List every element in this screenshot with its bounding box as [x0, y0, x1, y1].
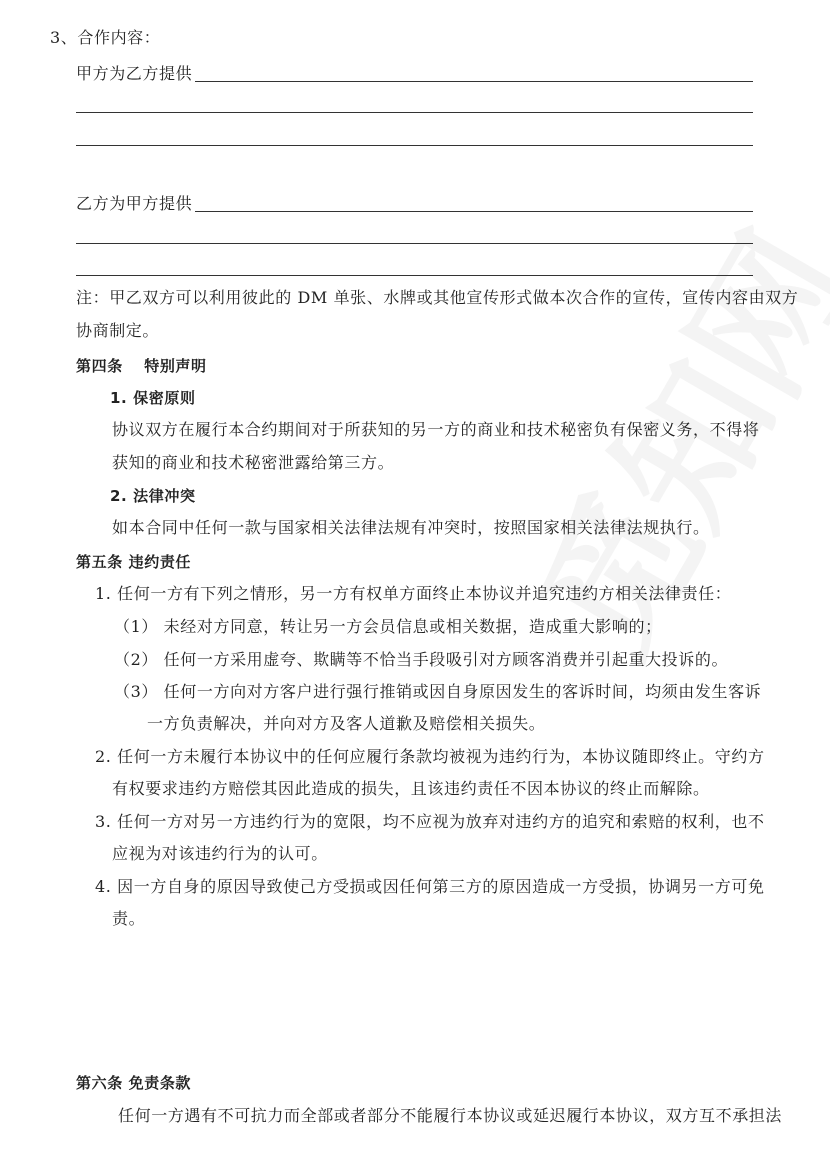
- paragraph: 协议双方在履行本合约期间对于所获知的另一方的商业和技术秘密负有保密义务，不得将: [112, 420, 760, 439]
- paragraph: 如本合同中任何一款与国家相关法律法规有冲突时，按照国家相关法律法规执行。: [112, 518, 710, 537]
- note: 协商制定。: [76, 321, 160, 340]
- fill-line[interactable]: [76, 112, 753, 113]
- list-item: 2. 任何一方未履行本协议中的任何应履行条款均被视为违约行为，本协议随即终止。守约方: [95, 747, 765, 766]
- list-item: 1. 任何一方有下列之情形，另一方有权单方面终止本协议并追究违约方相关法律责任：: [95, 584, 732, 603]
- article-heading: 第四条 特别声明: [76, 357, 207, 375]
- sub-item: （2） 任何一方采用虚夸、欺瞒等不恰当手段吸引对方顾客消费并引起重大投诉的。: [114, 650, 729, 669]
- list-item: 3. 任何一方对另一方违约行为的宽限，均不应视为放弃对违约方的追究和索赔的权利，也不: [95, 812, 765, 831]
- fill-line[interactable]: [76, 145, 753, 146]
- fill-line[interactable]: [76, 275, 753, 276]
- fill-line[interactable]: [195, 211, 753, 212]
- item-heading: 1. 保密原则: [110, 389, 196, 407]
- list-item: 应视为对该违约行为的认可。: [112, 844, 328, 863]
- list-item: 有权要求违约方赔偿其因此造成的损失，且该违约责任不因本协议的终止而解除。: [112, 779, 710, 798]
- item-heading: 2. 法律冲突: [110, 487, 196, 505]
- sub-item: （1） 未经对方同意，转让另一方会员信息或相关数据，造成重大影响的；: [114, 617, 662, 636]
- sub-item: 一方负责解决，并向对方及客人道歉及赔偿相关损失。: [147, 714, 546, 733]
- article-heading: 第六条 免责条款: [76, 1074, 192, 1092]
- sub-item: （3） 任何一方向对方客户进行强行推销或因自身原因发生的客诉时间，均须由发生客诉: [114, 682, 762, 701]
- note: 注：甲乙双方可以利用彼此的 DM 单张、水牌或其他宣传形式做本次合作的宣传，宣传内容由双方: [76, 288, 799, 307]
- section-title: 3、合作内容：: [50, 28, 161, 47]
- paragraph: 获知的商业和技术秘密泄露给第三方。: [112, 453, 395, 472]
- fill-line[interactable]: [195, 81, 753, 82]
- fill-line[interactable]: [76, 243, 753, 244]
- paragraph: 任何一方遇有不可抗力而全部或者部分不能履行本协议或延迟履行本协议，双方互不承担法: [118, 1106, 783, 1125]
- party-b-label: 乙方为甲方提供: [76, 194, 193, 213]
- article-heading: 第五条 违约责任: [76, 553, 192, 571]
- party-a-label: 甲方为乙方提供: [76, 64, 193, 83]
- list-item: 责。: [112, 909, 146, 928]
- list-item: 4. 因一方自身的原因导致使己方受损或因任何第三方的原因造成一方受损，协调另一方可免: [95, 877, 765, 896]
